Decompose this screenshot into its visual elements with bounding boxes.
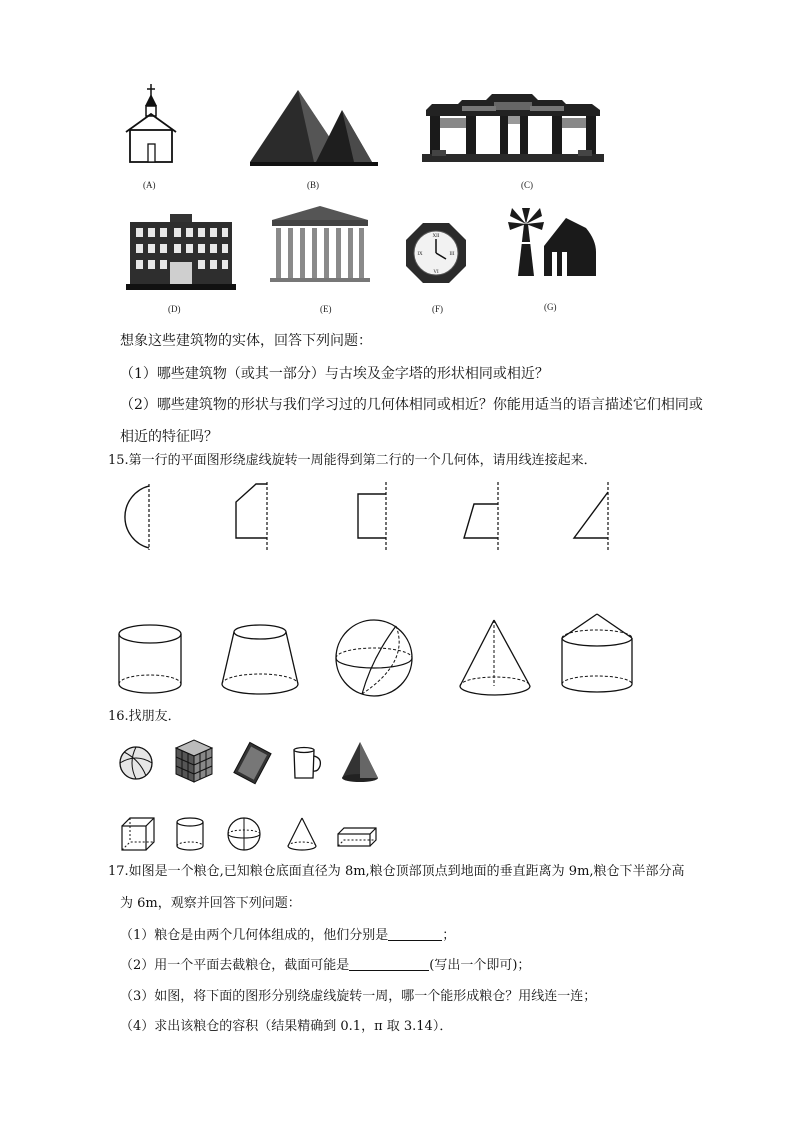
q17-text-a: 17.如图是一个粮仓,已知粮仓底面直径为 8m,粮仓顶部顶点到地面的垂直距离为 9m,粮仓下半部分高 bbox=[108, 864, 685, 879]
figure-e-temple bbox=[270, 206, 370, 284]
answer-blank-1[interactable] bbox=[388, 926, 442, 941]
caption-a: (A) bbox=[143, 180, 156, 190]
figure-c-archway bbox=[422, 88, 604, 166]
q15-text: 15.第一行的平面图形绕虚线旋转一周能得到第二行的一个几何体，请用线连接起来． bbox=[108, 453, 597, 468]
q14-sub1: （1）哪些建筑物（或其一部分）与古埃及金字塔的形状相同或相近？ bbox=[120, 366, 549, 382]
q17-sub1-end: ； bbox=[442, 928, 456, 943]
caption-f: (F) bbox=[432, 304, 443, 314]
q17-sub1 bbox=[120, 926, 455, 946]
q17-sub2-end: (写出一个即可)； bbox=[429, 958, 531, 973]
objects-row bbox=[116, 738, 386, 786]
q17-sub1-text: （1）粮仓是由两个几何体组成的，他们分别是 bbox=[120, 928, 389, 943]
q14-sub2a: （2）哪些建筑物的形状与我们学习过的几何体相同或相近？你能用适当的语言描述它们相同或 bbox=[120, 397, 703, 413]
answer-blank-2[interactable] bbox=[349, 956, 429, 971]
q14-sub2b: 相近的特征吗？ bbox=[120, 429, 218, 445]
q16-text: 16.找朋友． bbox=[108, 709, 181, 724]
caption-b: (B) bbox=[307, 180, 319, 190]
solids-row bbox=[110, 612, 640, 698]
svg-text:III: III bbox=[449, 252, 455, 257]
figure-f-clock bbox=[405, 222, 467, 284]
q17-sub2 bbox=[120, 956, 530, 976]
figure-b-pyramids bbox=[250, 88, 380, 168]
solids-outline-row bbox=[116, 812, 386, 854]
caption-c: (C) bbox=[521, 180, 533, 190]
svg-text:XII: XII bbox=[432, 234, 440, 239]
figure-d-building bbox=[126, 214, 236, 290]
figure-a-church bbox=[122, 84, 180, 176]
caption-d: (D) bbox=[168, 304, 181, 314]
plane-figures-row bbox=[110, 482, 630, 556]
caption-g: (G) bbox=[544, 302, 557, 312]
figure-g-windmill-barn bbox=[504, 206, 598, 278]
svg-text:VI: VI bbox=[433, 270, 439, 275]
q17-sub2-text: （2）用一个平面去截粮仓，截面可能是 bbox=[120, 958, 350, 973]
caption-e: (E) bbox=[320, 304, 332, 314]
svg-text:IX: IX bbox=[417, 252, 423, 257]
q14-intro: 想象这些建筑物的实体，回答下列问题： bbox=[120, 333, 372, 349]
q17-sub3: （3）如图，将下面的图形分别绕虚线旋转一周，哪一个能形成粮仓？用线连一连； bbox=[120, 989, 597, 1004]
q17-sub4: （4）求出该粮仓的容积（结果精确到 0.1，π 取 3.14）． bbox=[120, 1019, 453, 1034]
q17-text-b: 为 6m，观察并回答下列问题： bbox=[120, 896, 301, 911]
